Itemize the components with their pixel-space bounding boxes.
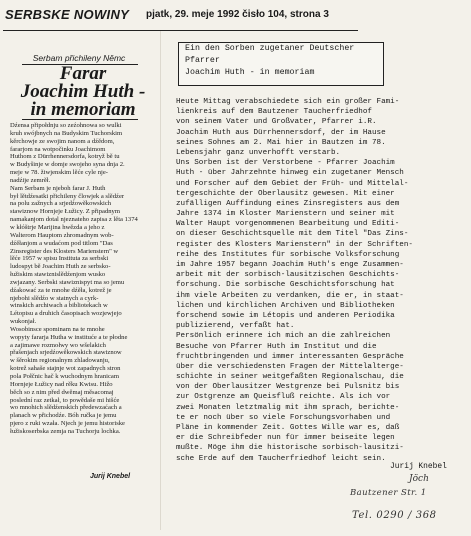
- newspaper-clipping: [2, 30, 150, 508]
- clipping-body-line: zwjazany. Serbski stawiznispyt ma so jemu: [10, 278, 125, 286]
- clipping-body-line: meje w 78. žiwjenskim lěće cyle nje-: [10, 169, 108, 177]
- clipping-body-line: Hornjeje Łužicy nad rěku Kwisu. Hižo: [10, 380, 113, 388]
- clipping-signature: Jurij Knebel: [90, 473, 131, 480]
- memo-body-line: tergeschichte der Oberlausitz gewesen. Mit einer: [176, 189, 395, 198]
- memo-body-line: forschung. Die sorbische Geschichtsforschung hat: [176, 281, 395, 290]
- memo-body-line: von seinem Vater und Großvater, Pfarrer i.R.: [176, 118, 377, 127]
- memo-body-line: schichte in seiner weitgefaßten Regionalschau, die: [176, 373, 404, 382]
- memo-body-line: Uns Sorben ist der Verstorbene - Pfarrer Joachim: [176, 159, 395, 168]
- clipping-body-line: Walterom Hauptom zhromadnym wob-: [10, 231, 114, 239]
- clipping-body-line: dźakować za te mnohe dźěła, kotrež je: [10, 286, 112, 294]
- memo-body-line: Heute Mittag verabschiedete sich ein großer Fami-: [176, 98, 400, 106]
- memo-body-line: Besuche von Pfarrer Huth im Institut und die: [176, 342, 377, 351]
- clipping-body-line: nadźije zemrěł.: [10, 176, 51, 184]
- clipping-body-line: běch so z nim před dwěmaj měsacomaj: [10, 388, 114, 396]
- clipping-title: [18, 65, 148, 119]
- memo-title-line: Joachim Huth - in memoriam: [185, 68, 315, 77]
- memo-body-line: zur Ostgrenze am Queisfluß reichte. Als ich vor: [176, 393, 391, 402]
- clipping-body-line: wukonjał.: [10, 318, 37, 326]
- clipping-body-line: pola Połčnic hač k wuchodnym hranicam: [10, 373, 119, 380]
- memo-signature: Jurij Knebel: [390, 462, 447, 471]
- clipping-title-line: Joachim Huth -: [20, 81, 146, 102]
- memo-body-line: fruchtbringenden und immer interessanten Gespräche: [176, 352, 404, 361]
- clipping-body-line: Zinsregister des Klosters Marienstern" w: [10, 247, 119, 255]
- handwritten-phone: Tel. 0290 / 368: [352, 510, 437, 521]
- clipping-body-line: planach w přichodźe. Bóh ručka je jemu: [10, 412, 117, 420]
- clipping-kicker: Serbam přichileny Němc: [32, 53, 126, 63]
- clipping-body-line: kotrež sahaše stajnje wot zapadnych stron: [10, 365, 121, 373]
- memo-body-line: lichen und kirchlichen Archiven und Bibliotheken: [176, 301, 395, 310]
- memo-body-line: Lebensjahr ganz unverhofft verstarb.: [176, 148, 341, 157]
- clipping-body-line: wopyty fararja Hutha w instituće a te płodne: [10, 333, 128, 341]
- memo-body-line: Joachim Huth aus Dürrhennersdorf, der im Hause: [176, 128, 386, 137]
- memo-body-line: Persönlich erinnere ich mich an die zahlreichen: [176, 332, 391, 341]
- clipping-body-line: přašenjach srjedźowěkowskich stawiznow: [10, 349, 122, 357]
- memo-body-line: forschend sowie im Létopis und anderen Periodika: [176, 311, 395, 320]
- memo-title-line: Pfarrer: [185, 56, 220, 65]
- clipping-body-line: był lětdźesatki přichileny člowjek a slědźer: [10, 192, 125, 200]
- clipping-body: [10, 122, 148, 436]
- clipping-body-line: łužiskoserbska zemja na Tuchorju lochka.: [10, 427, 121, 435]
- memo-body-line: Walter Haupt vorgenommenen Bearbeitung und Editi-: [176, 220, 400, 229]
- clipping-body-line: a zajimawe rozmołwy wo wšelakich: [10, 341, 106, 349]
- clipping-body-line: Huthom z Dürrhennersdorfa, kotryž bě tu: [10, 153, 120, 161]
- clipping-body-line: lěće 1957 w spisu Instituta za serbski: [10, 255, 109, 263]
- memo-body-line: er die Schreibfeder nun für immer beiseite legen: [176, 434, 395, 443]
- memo-body-line: ihm viele Arbeiten zu verdanken, die er, in staat-: [176, 291, 404, 300]
- clipping-body-line: namakanjom dotal njeznateho zapisa z lěta 1374: [10, 216, 138, 224]
- clipping-body-line: poslední raz zetkał, to powědaše mi hišće: [10, 396, 120, 404]
- clipping-body-line: kruh swójbnych na Budyskim Tuchorskim: [10, 129, 123, 137]
- clipping-body-line: w kłóštrje Marijina hwězda a jeho z: [10, 223, 105, 231]
- memo-body-line: im Jahre 1957 begann Joachim Huth's enge Zusammen-: [176, 261, 404, 269]
- clipping-body-line: kěrchowje ze swojim nanom a dźědom,: [10, 137, 115, 145]
- clipping-body-line: dźěłanjom a wudaćom pod titlom "Das: [10, 239, 113, 247]
- memo-body-line: arbeit mit der sorbisch-lausitzischen Geschichts-: [176, 271, 400, 280]
- memo-body-line: Pläne in kommender Zeit. Gottes Wille war es, daß: [176, 424, 400, 432]
- clipping-body-line: w Budyšinje w domje swojeho syna dnja 2.: [10, 161, 125, 169]
- memo-body-line: von der Oberlausitzer Westgrenze bei Pulsnitz bis: [176, 383, 400, 392]
- clipping-body-line: njebohi slědźo w statnych a cyrk-: [10, 294, 99, 302]
- clipping-body-line: Nam Serbam je njeboh farar J. Huth: [10, 184, 106, 192]
- masthead: SERBSKE NOWINY: [5, 7, 130, 22]
- memo-body-line: zwei Monaten letztmalig mit ihm sprach, berichte-: [176, 403, 400, 412]
- paper-fold: [160, 30, 161, 530]
- clipping-body-line: pjero z ruki wzała. Njech je jemu historiske: [10, 420, 125, 428]
- memo-body-line: te er noch über so viele Forschungsvorhaben und: [176, 413, 391, 422]
- clipping-body-line: winskich archiwach a bibliotekach w: [10, 302, 108, 310]
- clipping-body-line: Létopisu a druhich časopisach wozjewjejo: [10, 310, 122, 318]
- clipping-body-line: Dźensa připołdnju so zeźohnowa so wulki: [10, 122, 122, 129]
- clipping-title-line: in memoriam: [30, 99, 136, 120]
- memo-body-line: über die verschiedensten Fragen der Mittelalterge-: [176, 362, 404, 371]
- clipping-body-line: Wosobinsce spominam na te mnohe: [10, 325, 105, 333]
- memo-body-line: register des Klosters Marienstern" in der Schriften-: [176, 240, 413, 249]
- clipping-body-line: na polu zažnych a srjedźowěkowskich: [10, 200, 112, 208]
- memo-body-line: mußte. Möge ihm die historische sorbisch-lausitzi-: [176, 444, 404, 453]
- handwritten-name: Jöch: [409, 474, 429, 484]
- memo-body-line: zufälligen Auffindung eines Zinsregisters aus dem: [176, 199, 400, 208]
- memo-body-line: lienkreis auf dem Bautzener Taucherfriedhof: [176, 108, 372, 117]
- memo-body: [176, 97, 464, 464]
- memo-body-line: Huth - über Jahrzehnte hinweg ein zugetaner Mensch: [176, 169, 404, 178]
- memo-body-line: on dieser Geschichtsquelle mit dem Titel "Das Zins-: [176, 230, 409, 239]
- clipping-body-line: fararjom na wotpočinku Joachimom: [10, 145, 106, 153]
- handwritten-address: Bautzener Str. 1: [350, 488, 427, 498]
- newspaper-header: [3, 4, 358, 31]
- clipping-body-line: wo mnohich slědźenskich předewzaćach a: [10, 404, 122, 412]
- memo-title-line: Ein den Sorben zugetaner Deutscher: [185, 44, 355, 53]
- memo-title-box: [178, 42, 384, 86]
- clipping-rule-bottom: [22, 119, 138, 120]
- memo-body-line: sche Erde auf dem Taucherfriedhof leicht sein.: [176, 454, 386, 463]
- memo-body-line: reihe des Institutes für sorbische Volksforschung: [176, 250, 400, 259]
- clipping-body-line: stawiznow Hornjeje Łužicy. Z připadnym: [10, 208, 120, 216]
- memo-body-line: Jahre 1374 im Kloster Marienstern und seiner mit: [176, 210, 395, 219]
- clipping-body-line: ludospyt bě Joachim Huth ze serbsko-: [10, 263, 111, 271]
- memo-body-line: seines Sohnes am 2. Mai hier in Bautzen im 78.: [176, 138, 386, 147]
- memo-body-line: und Forscher auf dem Gebiet der Früh- und Mittelal-: [176, 179, 409, 188]
- clipping-title-line: Farar: [59, 63, 107, 84]
- clipping-body-line: w šěrokim regionalnym zhladowanju,: [10, 357, 110, 365]
- issue-line: pjatk, 29. meje 1992 čisło 104, strona 3: [146, 9, 329, 20]
- clipping-body-line: łužiskim stawiznislědźenjom wusko: [10, 271, 106, 279]
- memo-body-line: publizierend, verfaßt hat.: [176, 322, 295, 331]
